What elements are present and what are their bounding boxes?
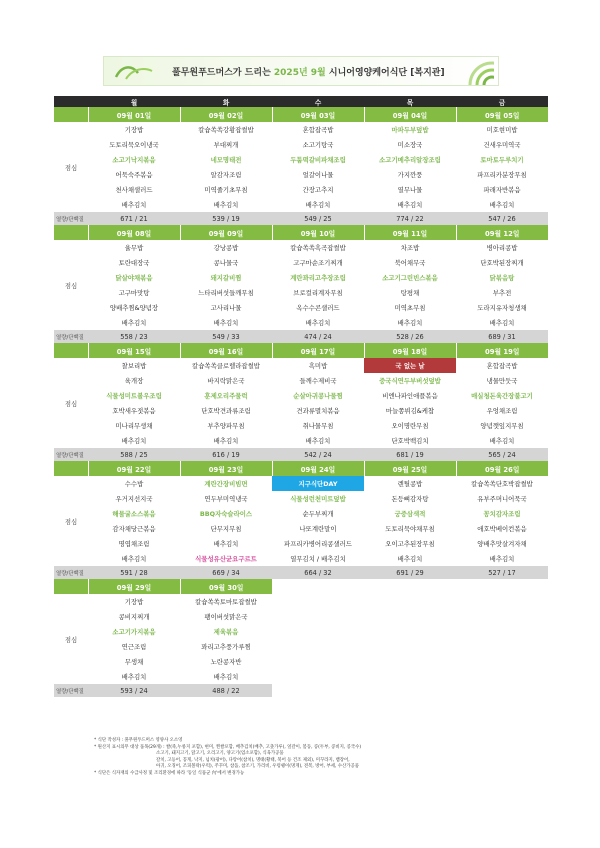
menu-item: 기장밥 xyxy=(124,126,144,134)
weekday-header: 월 xyxy=(88,96,180,107)
menu-item xyxy=(364,639,456,654)
menu-item: 오이고추된장무침 xyxy=(385,540,435,548)
menu-row xyxy=(54,594,548,609)
weekday-header: 목 xyxy=(364,96,456,107)
menu-item: 렌틸콩밥 xyxy=(397,480,423,488)
menu-item: 순두부찌개 xyxy=(302,510,334,518)
menu-item: 북어채무국 xyxy=(394,259,426,267)
menu-item: 꽁치감자조림 xyxy=(483,510,521,518)
nutrition-value: 474 / 24 xyxy=(272,330,364,343)
menu-item: 돼지갈비찜 xyxy=(210,274,242,282)
note-change: * 식단은 식자재의 수급사정 및 조리환경에 따라 '동일 식품군 內'에서 변경가능 xyxy=(94,770,245,776)
menu-item: 오이명란무침 xyxy=(391,422,429,430)
menu-item: 소고기낙지볶음 xyxy=(112,156,156,164)
nutrition-row xyxy=(54,448,548,461)
menu-item: 호박새우젓볶음 xyxy=(112,407,156,415)
nutrition-value: 528 / 26 xyxy=(364,330,456,343)
nutrition-row xyxy=(54,212,548,225)
menu-item: 소고기메추리알장조림 xyxy=(379,156,441,164)
date-cell: 09월 01일 xyxy=(88,107,180,122)
menu-item: 배추김치 xyxy=(213,540,239,548)
menu-item: 훈제오리주물럭 xyxy=(204,392,248,400)
nutrition-value xyxy=(272,684,364,697)
nutrition-value: 549 / 33 xyxy=(180,330,272,343)
menu-item: 제육볶음 xyxy=(213,628,239,636)
menu-item: 단무지무침 xyxy=(210,525,242,533)
menu-item xyxy=(272,669,364,684)
menu-item: 닭볶음탕 xyxy=(489,274,515,282)
menu-item: 매실청돈육간장불고기 xyxy=(471,392,533,400)
footnotes xyxy=(94,738,514,778)
menu-item: 냉물만둣국 xyxy=(486,377,518,385)
menu-item: 부대찌개 xyxy=(213,141,239,149)
date-cell: 09월 16일 xyxy=(180,343,272,358)
menu-item: 간장고추지 xyxy=(302,186,334,194)
menu-item xyxy=(364,609,456,624)
date-row-label xyxy=(54,225,88,240)
menu-item: 미소장국 xyxy=(397,141,423,149)
menu-item xyxy=(456,594,548,609)
menu-item: 명엽채조림 xyxy=(118,540,150,548)
date-cell: 09월 10일 xyxy=(272,225,364,240)
menu-item: 미나리무생채 xyxy=(115,422,153,430)
date-row xyxy=(54,461,548,476)
menu-item: 배추김치 xyxy=(121,201,147,209)
menu-item: 육개장 xyxy=(124,377,144,385)
weekday-header: 금 xyxy=(456,96,548,107)
menu-item: 칼슘쏙쏙단호박잡썰밥 xyxy=(471,480,533,488)
menu-item: 율무밥 xyxy=(124,244,144,252)
menu-item xyxy=(364,669,456,684)
date-cell: 09월 04일 xyxy=(364,107,456,122)
note-origin-meat: 소고기, 돼지고기, 닭고기, 오리고기, 양고기(염소포함), 식육가공품 xyxy=(156,751,284,757)
note-author: * 식단 작성자 : 풀무원푸드머스 영양사 오소영 xyxy=(94,738,183,743)
nutrition-row xyxy=(54,566,548,579)
menu-item: 도라지유자청생채 xyxy=(477,304,527,312)
date-cell: 09월 05일 xyxy=(456,107,548,122)
nutrition-label: 열량/단백질 xyxy=(54,684,88,697)
menu-item: 혼합잡곡밥 xyxy=(302,126,334,134)
menu-item: 배추김치 xyxy=(489,319,515,327)
menu-item: 식물성유산균요구르트 xyxy=(195,555,257,563)
nutrition-value: 488 / 22 xyxy=(180,684,272,697)
menu-item: 꽈리고추풍가루찜 xyxy=(201,643,251,651)
date-cell: 09월 25일 xyxy=(364,461,456,476)
menu-row xyxy=(54,491,548,506)
menu-row xyxy=(54,315,548,330)
nutrition-value: 669 / 34 xyxy=(180,566,272,579)
nutrition-value: 565 / 24 xyxy=(456,448,548,461)
menu-item: 고사리나물 xyxy=(210,304,242,312)
menu-item: 도토리묵오이냉국 xyxy=(109,141,159,149)
menu-item: 궁중삼색적 xyxy=(394,510,426,518)
nutrition-row xyxy=(54,684,548,697)
weekday-header: 수 xyxy=(272,96,364,107)
menu-item: 열무나물 xyxy=(397,186,423,194)
nutrition-label: 열량/단백질 xyxy=(54,566,88,579)
menu-item: 취나물무침 xyxy=(302,422,334,430)
menu-item: 해물굴소스볶음 xyxy=(112,510,156,518)
date-cell: 09월 22일 xyxy=(88,461,180,476)
menu-item: 배추김치 xyxy=(121,555,147,563)
meal-label: 점심 xyxy=(64,163,78,172)
date-row-label xyxy=(54,107,88,122)
menu-item: 병아리콩밥 xyxy=(486,244,518,252)
menu-item: 차조밥 xyxy=(400,244,420,252)
date-cell: 09월 11일 xyxy=(364,225,456,240)
menu-row xyxy=(54,285,548,300)
menu-item: 미역줄기초무침 xyxy=(204,186,248,194)
date-cell: 09월 15일 xyxy=(88,343,180,358)
note-origin: * 원산지 표시의무 대상 품목(29개) : 쌀(죽,누룽지 포함), 현미, 찐쌀포함, 배추김치(배추, 고춧가루), 얼갈이, 봄동, 콩(두부, 콩비지, 콩국수) xyxy=(94,744,362,750)
date-cell: 09월 12일 xyxy=(456,225,548,240)
menu-row xyxy=(54,197,548,212)
date-row-label xyxy=(54,461,88,476)
menu-item: 콩나물국 xyxy=(213,259,239,267)
menu-item: 애호박베이컨볶음 xyxy=(477,525,527,533)
nutrition-value: 558 / 23 xyxy=(88,330,180,343)
date-cell: 09월 23일 xyxy=(180,461,272,476)
menu-item: 배추김치 xyxy=(213,673,239,681)
menu-item: 팽이버섯맑은국 xyxy=(204,613,248,621)
nutrition-value: 549 / 25 xyxy=(272,212,364,225)
date-row-label xyxy=(54,579,88,594)
nutrition-value: 542 / 24 xyxy=(272,448,364,461)
menu-item: 유부주머니어묵국 xyxy=(477,495,527,503)
menu-item: 배추김치 xyxy=(121,673,147,681)
menu-item: 가지깐풍 xyxy=(397,171,423,179)
nutrition-value xyxy=(364,684,456,697)
menu-row xyxy=(54,388,548,403)
menu-row xyxy=(54,506,548,521)
date-cell xyxy=(456,579,548,594)
weekday-corner xyxy=(54,96,88,107)
menu-item: 콩비지찌개 xyxy=(118,613,150,621)
menu-item xyxy=(364,624,456,639)
nutrition-value: 774 / 22 xyxy=(364,212,456,225)
weekday-header-row xyxy=(54,96,548,107)
date-cell: 09월 19일 xyxy=(456,343,548,358)
menu-item xyxy=(456,609,548,624)
menu-item: 토란대장국 xyxy=(118,259,150,267)
menu-row xyxy=(54,639,548,654)
date-cell: 09월 30일 xyxy=(180,579,272,594)
menu-item: 양배추찜&양념장 xyxy=(109,304,159,312)
menu-item: 단호박견과류조림 xyxy=(201,407,251,415)
menu-item xyxy=(272,654,364,669)
menu-item: 고구마순조기찌개 xyxy=(293,259,343,267)
nutrition-value: 588 / 25 xyxy=(88,448,180,461)
meal-label: 점심 xyxy=(64,517,78,526)
menu-item: 배추김치 xyxy=(489,201,515,209)
menu-item: 찰보리밥 xyxy=(121,362,147,370)
nutrition-value: 593 / 24 xyxy=(88,684,180,697)
menu-item: 계란간장비빔면 xyxy=(204,480,248,488)
date-cell: 09월 18일 xyxy=(364,343,456,358)
menu-item: 배추김치 xyxy=(305,437,331,445)
note-origin-fish: 갈치, 고등어, 꽁게, 낙지, 넙치(광어), 다랑어(참치), 명태(황태, 북어 등 건조 제외), 미꾸라지, 뱀장어, xyxy=(156,757,350,763)
menu-item: 배추김치 xyxy=(397,555,423,563)
menu-row xyxy=(54,418,548,433)
date-row xyxy=(54,107,548,122)
date-cell: 09월 26일 xyxy=(456,461,548,476)
menu-item: 강낭콩밥 xyxy=(213,244,239,252)
menu-item: 칼슘쏙쏙강황잡썰밥 xyxy=(198,126,254,134)
menu-row xyxy=(54,669,548,684)
menu-item xyxy=(456,624,548,639)
menu-row xyxy=(54,300,548,315)
nutrition-value: 616 / 19 xyxy=(180,448,272,461)
menu-row xyxy=(54,373,548,388)
nutrition-row xyxy=(54,330,548,343)
menu-item: 국 없는 날 xyxy=(364,358,456,373)
nutrition-value: 591 / 28 xyxy=(88,566,180,579)
menu-item: 배추김치 xyxy=(397,319,423,327)
menu-item: 탕평채 xyxy=(400,289,420,297)
menu-item xyxy=(364,654,456,669)
menu-item: 소고기탕국 xyxy=(302,141,334,149)
date-cell: 09월 17일 xyxy=(272,343,364,358)
nutrition-value: 671 / 21 xyxy=(88,212,180,225)
nutrition-value: 527 / 17 xyxy=(456,566,548,579)
menu-item: 소고기가지볶음 xyxy=(112,628,156,636)
menu-row xyxy=(54,358,548,373)
menu-item: 무생채 xyxy=(124,658,144,666)
menu-item: 마늘쫑뷔김&케찹 xyxy=(385,407,435,415)
menu-item: 배추김치 xyxy=(213,319,239,327)
nutrition-label: 열량/단백질 xyxy=(54,212,88,225)
menu-row xyxy=(54,167,548,182)
nutrition-value: 664 / 32 xyxy=(272,566,364,579)
menu-item: 마파두부덮밥 xyxy=(391,126,429,134)
meal-label: 점심 xyxy=(64,281,78,290)
date-cell: 09월 09일 xyxy=(180,225,272,240)
page-title: 풀무원푸드머스가 드리는 2025년 9월 시니어영양케어식단 [복지관] xyxy=(172,67,445,78)
menu-item xyxy=(272,639,364,654)
menu-item: 식물성런천미트덮밥 xyxy=(290,495,346,503)
menu-item: 부추전 xyxy=(492,289,512,297)
meal-label: 점심 xyxy=(64,399,78,408)
menu-item: 느타리버섯들깨무침 xyxy=(198,289,254,297)
note-origin-fish-2: 아귀, 오징어, 조피볼락(우럭), 주꾸미, 참돔, 참조기, 가리비, 우렁쉥이(멍게), 전복, 방어, 부세, 수산가공품 xyxy=(156,764,359,770)
menu-item: 파래자반볶음 xyxy=(483,186,521,194)
menu-item: 단호박백김치 xyxy=(391,437,429,445)
decorative-rings xyxy=(462,57,494,86)
menu-table xyxy=(54,96,548,697)
menu-item: 돈등뼈감자탕 xyxy=(391,495,429,503)
menu-item: 식물성미트볼우조림 xyxy=(106,392,162,400)
menu-item: 배추김치 xyxy=(305,319,331,327)
menu-item: 도토리묵야채무침 xyxy=(385,525,435,533)
menu-row xyxy=(54,122,548,137)
menu-row xyxy=(54,654,548,669)
menu-item xyxy=(456,654,548,669)
menu-item: 미역초무침 xyxy=(394,304,426,312)
menu-item: 비엔나파인애플볶음 xyxy=(382,392,438,400)
menu-item: 어묵숙주볶음 xyxy=(115,171,153,179)
menu-item: 흑미밥 xyxy=(308,362,328,370)
date-cell: 09월 24일 xyxy=(272,461,364,476)
nutrition-value: 681 / 19 xyxy=(364,448,456,461)
nutrition-value: 539 / 19 xyxy=(180,212,272,225)
menu-item: 중국식연두부버섯덮밥 xyxy=(379,377,441,385)
menu-item: 부추양파무침 xyxy=(207,422,245,430)
menu-item: 감자채당근볶음 xyxy=(112,525,156,533)
menu-row xyxy=(54,433,548,448)
date-row xyxy=(54,343,548,358)
menu-item: 고구마맛탕 xyxy=(118,289,150,297)
menu-item xyxy=(364,594,456,609)
menu-item: 배추김치 xyxy=(489,437,515,445)
menu-item: 천사채샐러드 xyxy=(115,186,153,194)
menu-item: 배추김치 xyxy=(305,201,331,209)
menu-item: 배추김치 xyxy=(489,555,515,563)
menu-item: 배추김치 xyxy=(213,437,239,445)
menu-item: 바지락맑은국 xyxy=(207,377,245,385)
menu-item: 계란꽈리고추장조림 xyxy=(290,274,346,282)
menu-item xyxy=(272,594,364,609)
menu-item: 토마토두루치기 xyxy=(480,156,524,164)
menu-item: 지구식단DAY xyxy=(272,476,364,491)
menu-row xyxy=(54,551,548,566)
menu-row xyxy=(54,403,548,418)
menu-item: 들깨수제비국 xyxy=(299,377,337,385)
menu-item: 노란콩자반 xyxy=(210,658,242,666)
menu-row xyxy=(54,521,548,536)
date-row-label xyxy=(54,343,88,358)
date-cell: 09월 03일 xyxy=(272,107,364,122)
menu-item: 닭살야채볶음 xyxy=(115,274,153,282)
nutrition-value xyxy=(456,684,548,697)
menu-item: 건새우미역국 xyxy=(483,141,521,149)
menu-item: 순살아귀콩나물찜 xyxy=(293,392,343,400)
menu-item: 배추김치 xyxy=(121,437,147,445)
date-cell xyxy=(364,579,456,594)
pulmuone-logo xyxy=(112,61,158,83)
menu-item: 혼합잡곡밥 xyxy=(486,362,518,370)
nutrition-value: 691 / 29 xyxy=(364,566,456,579)
nutrition-value: 547 / 26 xyxy=(456,212,548,225)
menu-item: 두툼떡갈비파채조림 xyxy=(290,156,346,164)
menu-item: 파프리카분장무침 xyxy=(477,171,527,179)
menu-row xyxy=(54,240,548,255)
menu-item: 옥수수콘샐러드 xyxy=(296,304,340,312)
menu-item: 기장밥 xyxy=(124,598,144,606)
menu-item: 나또계란말이 xyxy=(299,525,337,533)
date-cell: 09월 08일 xyxy=(88,225,180,240)
menu-item xyxy=(272,609,364,624)
menu-item: 연두부미역냉국 xyxy=(204,495,248,503)
menu-row xyxy=(54,255,548,270)
menu-item: 배추김치 xyxy=(213,201,239,209)
menu-item: 칼슘쏙쏙토마토잡썰밥 xyxy=(195,598,257,606)
date-row xyxy=(54,225,548,240)
menu-item: 알감자조림 xyxy=(210,171,242,179)
menu-row xyxy=(54,137,548,152)
menu-item: 단호박된장찌개 xyxy=(480,259,524,267)
menu-item: 브로컬리계자무침 xyxy=(293,289,343,297)
menu-item: 칼슘쏙쏙클로렐라잡썰밥 xyxy=(192,362,260,370)
date-row xyxy=(54,579,548,594)
menu-item: 미호현미밥 xyxy=(486,126,518,134)
menu-item: 얼갈이나물 xyxy=(302,171,334,179)
menu-row xyxy=(54,624,548,639)
menu-item: 파프리카병어리콩샐러드 xyxy=(284,540,352,548)
date-cell: 09월 02일 xyxy=(180,107,272,122)
menu-row xyxy=(54,270,548,285)
menu-row xyxy=(54,536,548,551)
menu-item: 열무김치 / 배추김치 xyxy=(290,555,346,563)
menu-item: 연근조림 xyxy=(121,643,147,651)
menu-item: 배추김치 xyxy=(121,319,147,327)
date-cell xyxy=(272,579,364,594)
header-banner xyxy=(103,56,499,86)
meal-label: 점심 xyxy=(64,635,78,644)
menu-item: 우거지선지국 xyxy=(115,495,153,503)
menu-item: 양배추맛살겨자채 xyxy=(477,540,527,548)
menu-item xyxy=(456,639,548,654)
menu-item: 네모명태전 xyxy=(210,156,242,164)
menu-item: 우엉채조림 xyxy=(486,407,518,415)
weekday-header: 화 xyxy=(180,96,272,107)
menu-row xyxy=(54,152,548,167)
menu-item xyxy=(456,669,548,684)
nutrition-value: 689 / 31 xyxy=(456,330,548,343)
menu-item: 견과류멸치볶음 xyxy=(296,407,340,415)
menu-item: BBQ자숙슬라이스 xyxy=(199,510,253,518)
nutrition-label: 열량/단백질 xyxy=(54,448,88,461)
nutrition-label: 열량/단백질 xyxy=(54,330,88,343)
menu-item: 배추김치 xyxy=(397,201,423,209)
menu-row xyxy=(54,476,548,491)
menu-item: 수수밥 xyxy=(124,480,144,488)
menu-item: 양념깻잎지무침 xyxy=(480,422,524,430)
menu-item: 칼슘쏙쏙흑곡잡썰밥 xyxy=(290,244,346,252)
menu-item: 소고기그린빈스볶음 xyxy=(382,274,438,282)
menu-row xyxy=(54,182,548,197)
menu-row xyxy=(54,609,548,624)
menu-item xyxy=(272,624,364,639)
date-cell: 09월 29일 xyxy=(88,579,180,594)
